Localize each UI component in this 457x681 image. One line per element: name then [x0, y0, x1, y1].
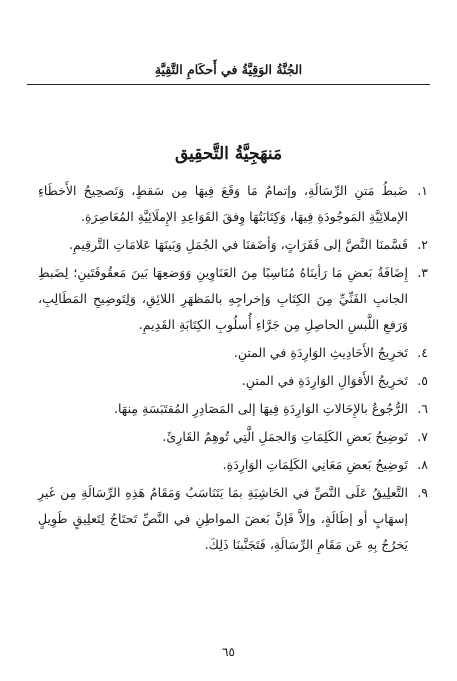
item-number: ٦.: [417, 401, 428, 416]
item-number: ٥.: [417, 373, 428, 388]
list-item: [38, 452, 428, 478]
item-text: إِضَافَةُ بَعضِ مَا رَأينَاهُ مُنَاسِبًا مِنَ العَنَاوِينِ وَوَضعِهَا بَينَ مَعقُوفَتَينِ؛ لِضَبطِ الجانبِ الفَنِّيِّ مِنَ الكِتَابِ وَإخراجِهِ بالمَظهَرِ اللائِقِ، وَلِتَوضِيحِ المَطَالِبِ، وَرَفعِ اللَّبسِ الحاصِلِ مِن جَرَّاءِ أُسلُوبِ الكِتَابَةِ القَدِيمِ.: [38, 265, 408, 332]
header-divider: [27, 84, 430, 85]
item-number: ٣.: [417, 265, 428, 280]
item-number: ١.: [417, 183, 428, 198]
list-item: [38, 340, 428, 366]
list-item: [38, 396, 428, 422]
item-text: تَوضِيحُ بَعضِ مَعَانِي الكَلِمَاتِ الوَارِدَةِ.: [222, 457, 408, 472]
item-number: ٩.: [417, 485, 428, 500]
list-item: [38, 178, 428, 230]
running-header: الجُنَّةُ الوَقِيَّةُ في أَحكَامِ التَّقِيَّةِ: [154, 62, 303, 77]
page-number: ٦٥: [222, 645, 235, 659]
item-text: تَوضِيحُ بَعضِ الكَلِمَاتِ وَالجمَلِ الَّتِي تُوهِمُ القَارِئَ.: [162, 429, 408, 444]
list-item: [38, 368, 428, 394]
list-item: [38, 480, 428, 558]
list-item: [38, 232, 428, 258]
item-number: ٧.: [417, 429, 428, 444]
item-number: ٤.: [417, 345, 428, 360]
item-text: الرُّجُوعُ بالإِحَالاتِ الوَارِدَةِ فِيهَا إلى المَصَادِرِ المُقتَبَسَةِ مِنهَا.: [113, 401, 408, 416]
item-text: ضَبطُ مَتنِ الرِّسَالَةِ، وإتمامُ مَا وَقَعَ فِيهَا مِن سَقطٍ، وَتَصحِيحُ الأَخطَاءِ الإملائِيَّةِ المَوجُودَةِ فِيهَا، وَكِتَابَتُهَا وِفقَ القَوَاعِدِ الإِملَائِيَّةِ المُعَاصِرَةِ.: [38, 183, 408, 224]
section-title: مَنهَجِيَّةُ التَّحقِيق: [174, 144, 283, 164]
methodology-list: [38, 178, 428, 560]
item-text: تَخرِيجُ الأَحَادِيثِ الوَارِدَةِ في المتنِ.: [233, 345, 408, 360]
item-number: ٢.: [417, 237, 428, 252]
item-text: تَخرِيجُ الأَقوَالِ الوَارِدَةِ في المتنِ.: [241, 373, 408, 388]
item-text: التَّعلِيقُ عَلَى النَّصِّ في الحَاشِيَةِ بمَا يَتَنَاسَبُ وَمَقَامُ هَذِهِ الرِّسَالَةِ مِن غَيرِ إسهَابٍ أو إطَالَةٍ، وإلاَّ فَإنَّ بَعضَ المواطِنِ في النَّصِّ تَحتَاجُ لِتَعلِيقٍ طَوِيلٍ يَخرُجُ بِهِ عَن مَقَامِ الرِّسَالَةِ، فَتَجَنَّبنَا ذَلِكَ.: [38, 485, 408, 552]
item-text: قَسَّمنَا النَّصَّ إلى فَقَرَاتٍ، وَأضَفنَا في الجُمَلِ وَبَينَهَا عَلامَاتِ التَّرقِيمِ.: [68, 237, 408, 252]
list-item: [38, 424, 428, 450]
item-number: ٨.: [417, 457, 428, 472]
list-item: [38, 260, 428, 338]
